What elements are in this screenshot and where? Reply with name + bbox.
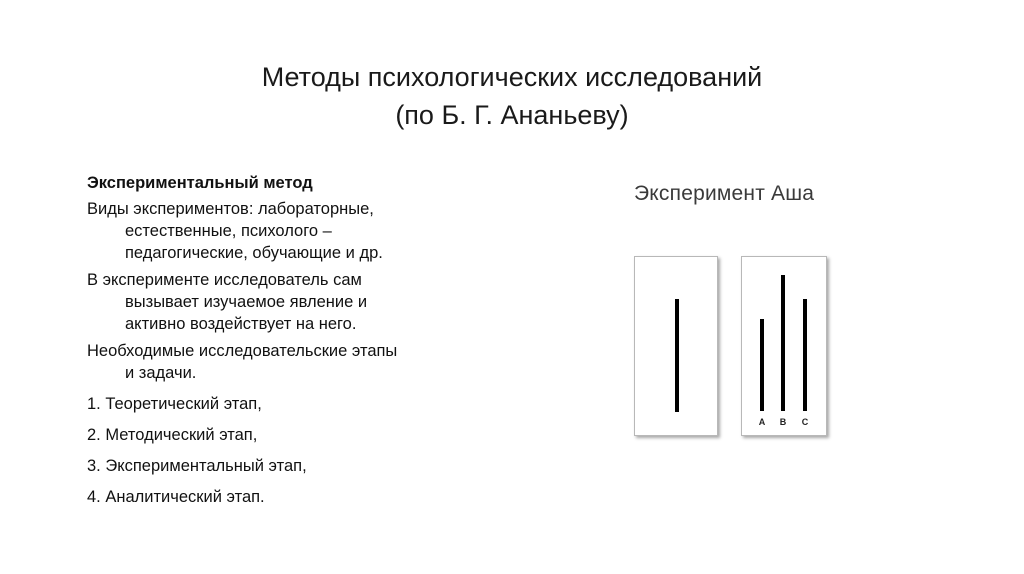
paragraph-line: и задачи. (125, 364, 197, 382)
step-item: 1. Теоретический этап, (87, 395, 262, 413)
content-body (87, 172, 507, 517)
step-item: 2. Методический этап, (87, 426, 258, 444)
paragraph-line: педагогические, обучающие и др. (125, 244, 383, 262)
reference-line (675, 299, 679, 412)
section-heading: Экспериментальный метод (87, 174, 313, 192)
comparison-label-c: C (801, 417, 809, 427)
paragraph-line: В эксперименте исследователь сам (87, 271, 362, 289)
paragraph-researcher-role (87, 269, 507, 335)
paragraph-line: Необходимые исследовательские этапы (87, 342, 398, 360)
slide-title-line-2: (по Б. Г. Ананьеву) (395, 100, 629, 130)
paragraph-line: Виды экспериментов: лабораторные, (87, 200, 374, 218)
paragraph-line: вызывает изучаемое явление и (125, 293, 368, 311)
comparison-label-b: B (779, 417, 787, 427)
comparison-line-b (781, 275, 785, 411)
paragraph-line: активно воздействует на него. (125, 315, 357, 333)
comparison-line-a (760, 319, 764, 411)
step-item: 3. Экспериментальный этап, (87, 457, 307, 475)
slide-title (0, 58, 1024, 134)
paragraph-experiment-types (87, 198, 507, 264)
reference-line-card (634, 256, 718, 436)
paragraph-line: естественные, психолого – (125, 222, 332, 240)
figure-caption: Эксперимент Аша (634, 182, 815, 205)
comparison-label-a: A (758, 417, 766, 427)
step-item: 4. Аналитический этап. (87, 488, 265, 506)
paragraph-research-stages (87, 340, 507, 384)
slide-title-line-1: Методы психологических исследований (261, 62, 763, 92)
steps-list (87, 393, 507, 508)
comparison-line-c (803, 299, 807, 411)
comparison-lines-card (741, 256, 827, 436)
